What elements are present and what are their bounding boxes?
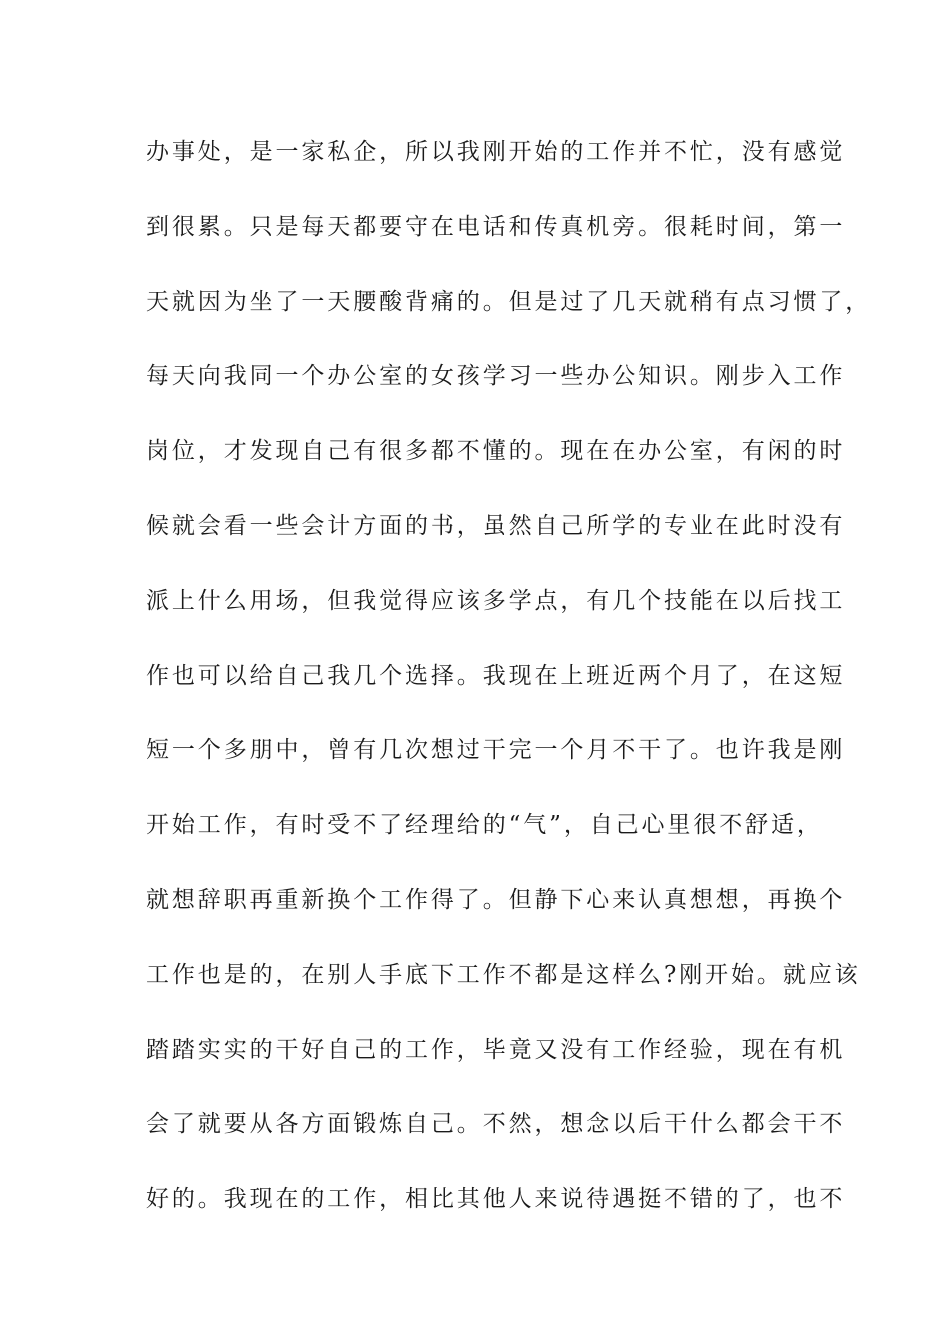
text-line-2: 到很累。只是每天都要守在电话和传真机旁。很耗时间，第一 [146,213,846,240]
text-line-8: 作也可以给自己我几个选择。我现在上班近两个月了，在这短 [146,662,846,689]
text-line-5: 岗位，才发现自己有很多都不懂的。现在在办公室，有闲的时 [146,438,846,465]
text-line-4: 每天向我同一个办公室的女孩学习一些办公知识。刚步入工作 [146,363,846,390]
text-line-15: 好的。我现在的工作，相比其他人来说待遇挺不错的了，也不 [146,1186,846,1213]
document-body [146,128,872,1250]
text-line-10: 开始工作，有时受不了经理给的“气”，自己心里很不舒适， [146,812,823,839]
text-line-14: 会了就要从各方面锻炼自己。不然，想念以后干什么都会干不 [146,1111,846,1138]
text-line-12: 工作也是的，在别人手底下工作不都是这样么?刚开始。就应该 [146,961,861,988]
text-line-13: 踏踏实实的干好自己的工作，毕竟又没有工作经验，现在有机 [146,1036,846,1063]
text-line-11: 就想辞职再重新换个工作得了。但静下心来认真想想，再换个 [146,886,846,913]
text-line-6: 候就会看一些会计方面的书，虽然自己所学的专业在此时没有 [146,512,846,539]
text-line-9: 短一个多朋中，曾有几次想过干完一个月不干了。也许我是刚 [146,737,846,764]
text-line-3: 天就因为坐了一天腰酸背痛的。但是过了几天就稍有点习惯了， [146,288,872,315]
text-line-7: 派上什么用场，但我觉得应该多学点，有几个技能在以后找工 [146,587,846,614]
text-line-1: 办事处，是一家私企，所以我刚开始的工作并不忙，没有感觉 [146,139,846,165]
